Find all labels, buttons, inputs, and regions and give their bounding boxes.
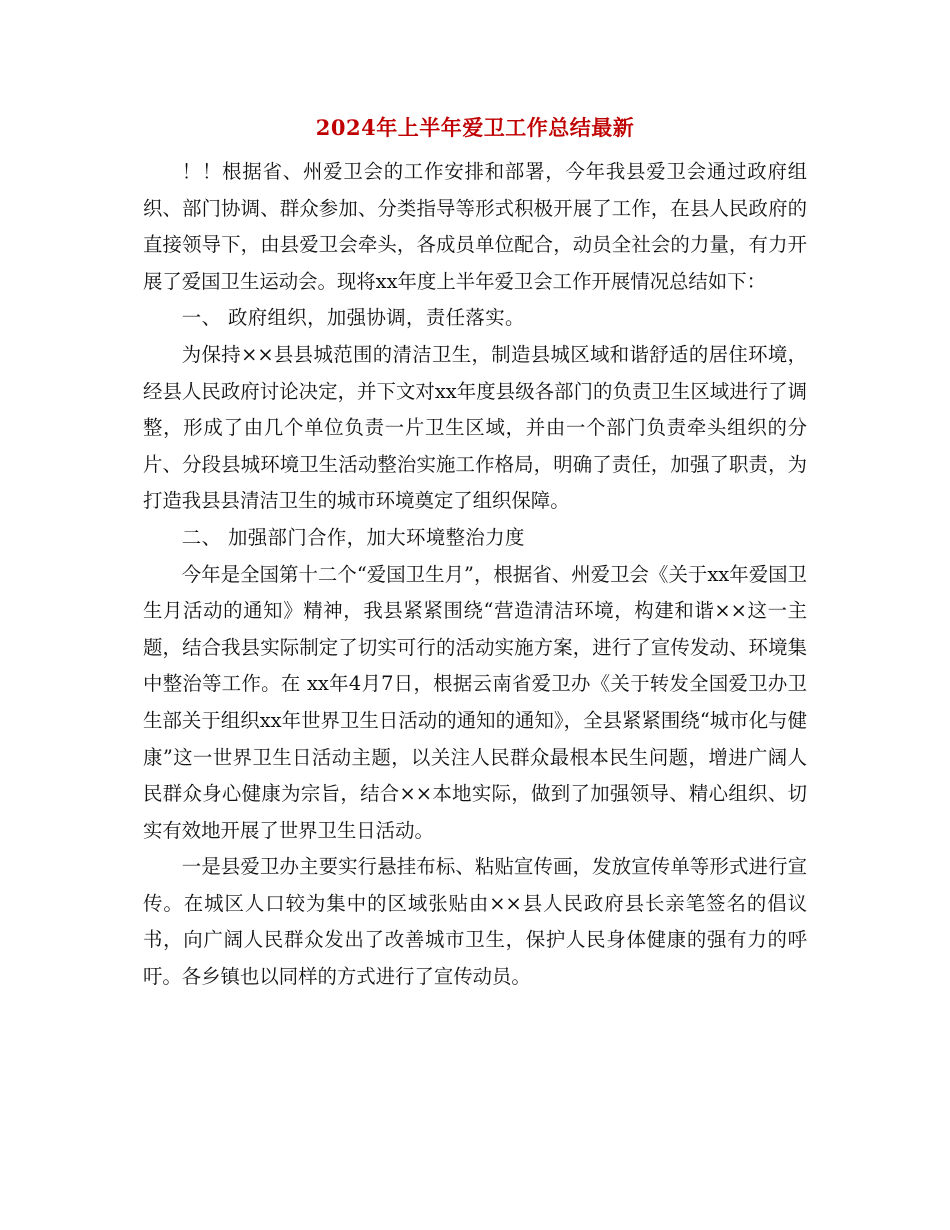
section-heading-2: 二、 加强部门合作，加大环境整治力度 xyxy=(181,525,525,549)
document-title: 2024年上半年爱卫工作总结最新 xyxy=(315,115,635,140)
paragraph-intro: ！！根据省、州爱卫会的工作安排和部署，今年我县爱卫会通过政府组织、部门协调、群众参加、分类指导等形式积极开展了工作，在县人民政府的直接领导下，由县爱卫会牵头，各成员单位配合，动员全社会的力量，有力开展了爱国卫生运动会。现将xx年度上半年爱卫会工作开展情况总结如下： xyxy=(143,160,807,293)
document-body xyxy=(143,154,807,996)
paragraph-section-2: 今年是全国第十二个“爱国卫生月”，根据省、州爱卫会《关于xx年爱国卫生月活动的通知》精神，我县紧紧围绕“营造清洁环境，构建和谐××这一主题，结合我县实际制定了切实可行的活动实施方案，进行了宣传发动、环境集中整治等工作。在 xx年4月7日，根据云南省爱卫办《关于转发全国爱卫办卫生部关于组织xx年世界卫生日活动的通知的通知》，全县紧紧围绕“城市化与健康”这一世界卫生日活动主题，以关注人民群众最根本民生问题，增进广阔人民群众身心健康为宗旨，结合××本地实际，做到了加强领导、精心组织、切实有效地开展了世界卫生日活动。 xyxy=(143,562,807,842)
paragraph-section-1: 为保持××县县城范围的清洁卫生，制造县城区域和谐舒适的居住环境，经县人民政府讨论决定，并下文对xx年度县级各部门的负责卫生区域进行了调整，形成了由几个单位负责一片卫生区域，并由一个部门负责牵头组织的分片、分段县城环境卫生活动整治实施工作格局，明确了责任，加强了职责，为打造我县县清洁卫生的城市环境奠定了组织保障。 xyxy=(143,342,807,513)
paragraph-publicity: 一是县爱卫办主要实行悬挂布标、粘贴宣传画，发放宣传单等形式进行宣传。在城区人口较为集中的区域张贴由××县人民政府县长亲笔签名的倡议书，向广阔人民群众发出了改善城市卫生，保护人民身体健康的强有力的呼吁。各乡镇也以同样的方式进行了宣传动员。 xyxy=(143,855,807,989)
section-heading-1: 一、 政府组织，加强协调，责任落实。 xyxy=(181,306,525,330)
